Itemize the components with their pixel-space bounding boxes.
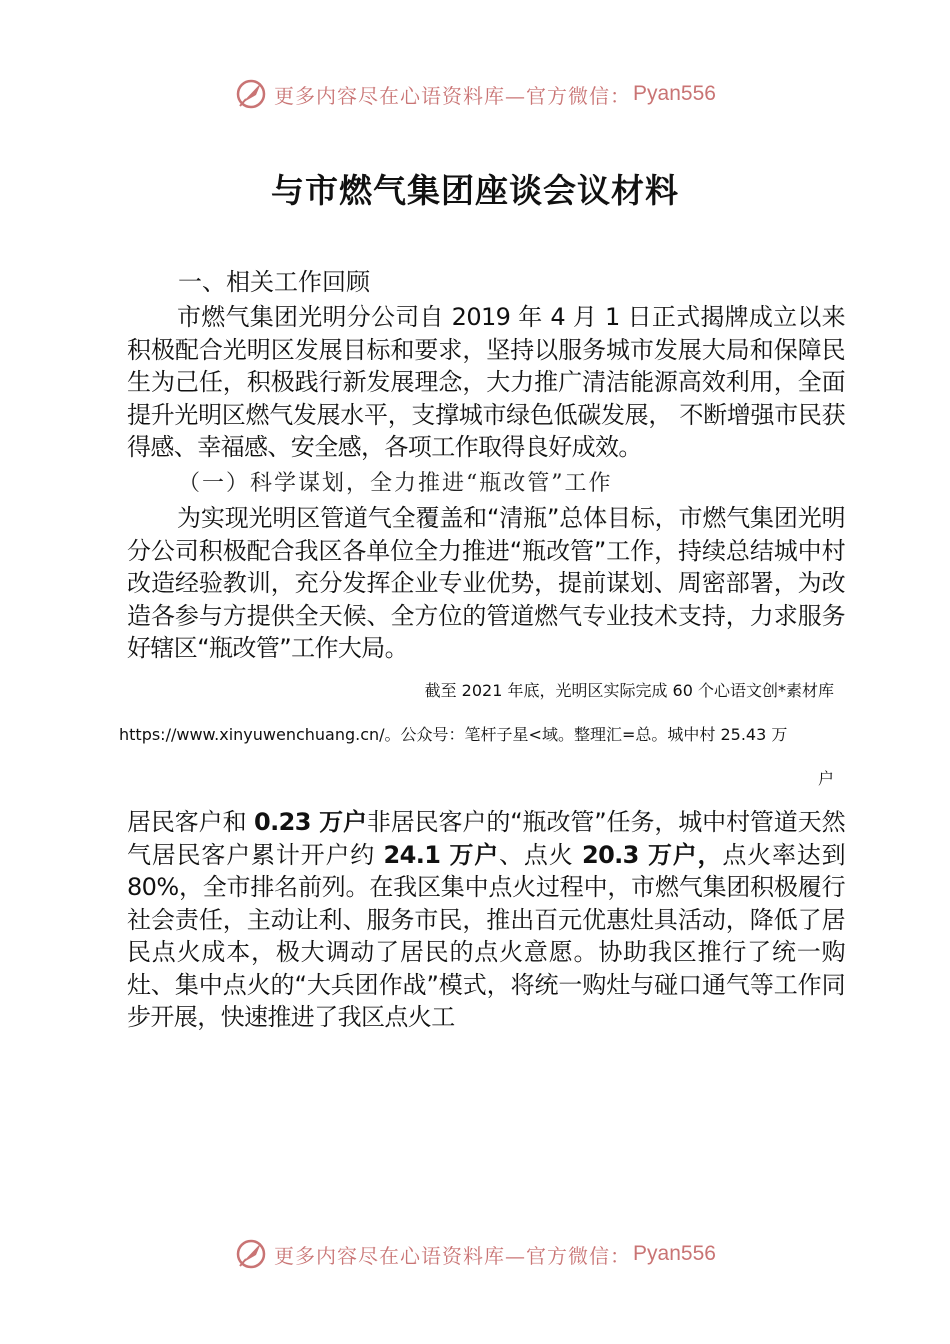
inserted-note-line-3: 户 [817, 769, 834, 788]
watermark-banner-top [0, 72, 950, 116]
watermark-wechat-id: Pyan556 [633, 82, 716, 105]
paragraph-3-bold-1: 0.23 万户 [254, 808, 367, 836]
paragraph-2: 为实现光明区管道气全覆盖和“清瓶”总体目标，市燃气集团光明分公司积极配合我区各单位全力推进“瓶改管”工作，持续总结城中村改造经验教训，充分发挥企业专业优势，提前谋划、周密部署，为改造各参与方提供全天候、全方位的管道燃气专业技术支持，力求服务好辖区“瓶改管”工作大局。 [127, 504, 845, 662]
watermark-text: 更多内容尽在心语资料库—官方微信： [274, 83, 632, 108]
inserted-note-line-1: 截至 2021 年底，光明区实际完成 60 个心语文创*素材库 [424, 681, 834, 700]
watermark-banner-bottom [0, 1232, 950, 1276]
watermark-text: 更多内容尽在心语资料库—官方微信： [274, 1243, 632, 1268]
section-heading: 一、相关工作回顾 [178, 268, 370, 296]
paragraph-3-text-3: 、点火 [499, 840, 582, 869]
document-title: 与市燃气集团座谈会议材料 [271, 171, 679, 210]
paragraph-3-bold-2: 24.1 万户 [383, 840, 500, 869]
paragraph-3-bold-3: 20.3 万户， [581, 840, 723, 869]
paragraph-3-text-1: 居民客户和 [127, 808, 254, 836]
paragraph-1: 市燃气集团光明分公司自 2019 年 4 月 1 日正式揭牌成立以来积极配合光明区发展目标和要求，坚持以服务城市发展大局和保障民生为己任，积极践行新发展理念，大力推广清洁能源高效利用，全面提升光明区燃气发展水平，支撑城市绿色低碳发展， 不断增强市民获得感、幸福感、安全感，各项工作取得良好成效。 [127, 303, 845, 461]
inserted-note-line-2: https://www.xinyuwenchuang.cn/。公众号：笔杆子星<域。整理汇=总。城中村 25.43 万 [119, 725, 788, 744]
quill-logo-icon [234, 1237, 268, 1271]
subsection-heading: （一）科学谋划，全力推进“瓶改管”工作 [178, 471, 613, 496]
quill-logo-icon [234, 77, 268, 111]
paragraph-3 [127, 806, 845, 1034]
paragraph-3-text-2: 非居民客户的“瓶改管”任务，城中村管道天然气居民客户累计开户约 [127, 808, 845, 869]
paragraph-3-text-4: 点火率达到 80%，全市排名前列。在我区集中点火过程中，市燃气集团积极履行社会责任，主动让利、服务市民，推出百元优惠灶具活动，降低了居民点火成本，极大调动了居民的点火意愿。协助我区推行了统一购灶、集中点火的“大兵团作战”模式，将统一购灶与碰口通气等工作同步开展，快速推进了我区点火工 [127, 840, 846, 1031]
watermark-wechat-id: Pyan556 [633, 1242, 716, 1265]
